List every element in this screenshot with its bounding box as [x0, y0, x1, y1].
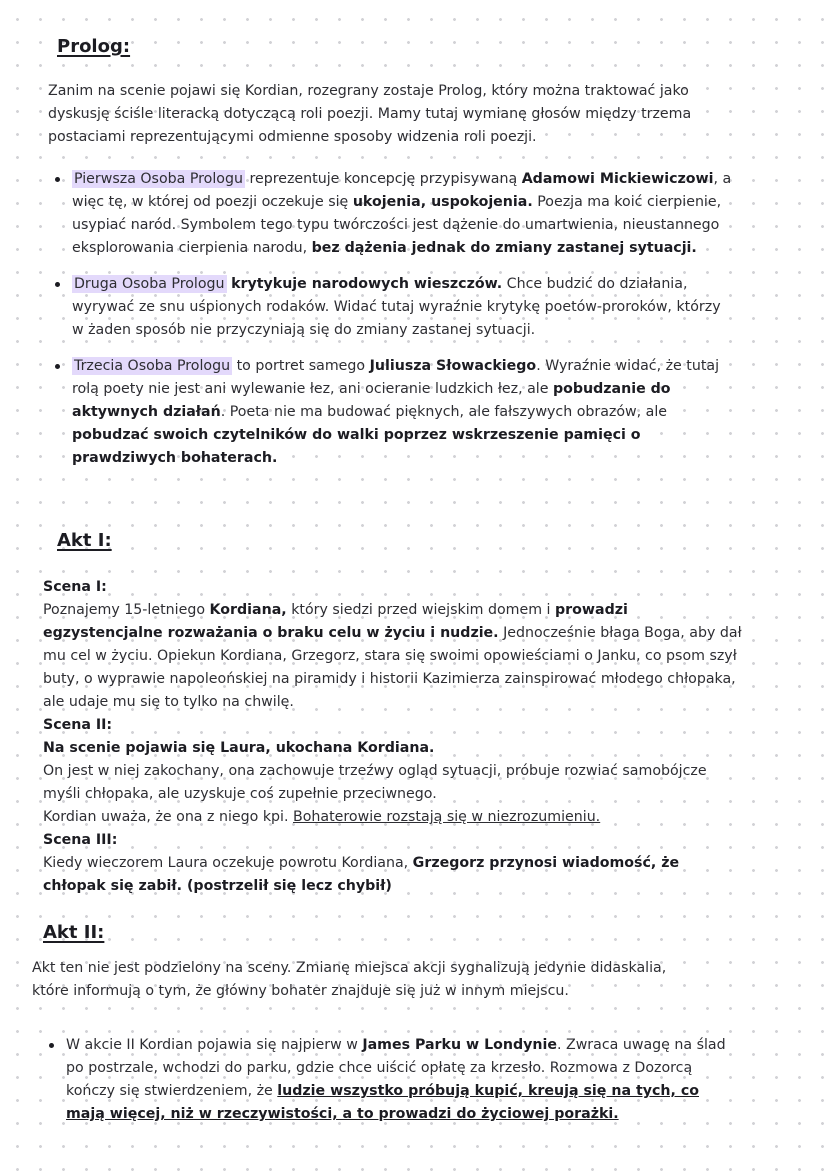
text-span: Kordian uważa, że ona z niego kpi. — [43, 809, 294, 825]
bold-span: Kordiana, — [209, 602, 287, 618]
text-span: który siedzi przed wiejskim domem i — [286, 602, 556, 618]
scene-3-text — [43, 852, 743, 898]
text-span: . Poeta nie ma budować pięknych, ale fałszywych obrazów, ale — [220, 404, 668, 420]
scene-label: Scena I: — [43, 579, 107, 595]
underlined-bold-span: ludzie wszystko próbują kupić, kreują się na tych, co mają więcej, niż w rzeczywistości, a to prowadzi do życiowej porażki. — [66, 1083, 699, 1122]
scene-2-text: On jest w niej zakochany, ona zachowuje trzeźwy ogląd sytuacji, próbuje rozwiać samobójcze myśli chłopaka, ale uzyskuje coś zupełnie przeciwnego. — [43, 763, 707, 802]
list-item — [66, 1034, 736, 1126]
akt2-intro: Akt ten nie jest podzielony na sceny. Zmianę miejsca akcji sygnalizują jedynie didaskalia, które informują o tym, że główny bohater znajduje się już w innym miejscu. — [32, 960, 667, 999]
bold-span: James Parku w Londynie — [362, 1037, 557, 1053]
prolog-intro: Zanim na scenie pojawi się Kordian, rozegrany zostaje Prolog, który można traktować jako dyskusję ściśle literacką dotyczącą roli poezji. Mamy tutaj wymianę głosów między trzema postaciami reprezentującymi odmienne sposoby widzenia roli poezji. — [48, 83, 692, 145]
akt1-heading: Akt I: — [57, 530, 112, 551]
scene-1-text — [43, 599, 743, 714]
bold-span: Grzegorz przynosi wiadomość, że chłopak się zabił. (postrzelił się lecz chybił) — [43, 855, 680, 894]
text-span: . Zwraca uwagę na ślad po postrzale, wchodzi do parku, gdzie chce uiścić opłatę za krzesło. Rozmowa z Dozorcą kończy się stwierdzeniem, że — [66, 1037, 726, 1099]
bold-span: Juliusza Słowackiego — [369, 358, 537, 374]
text-span: Kiedy wieczorem Laura oczekuje powrotu Kordiana, — [43, 855, 413, 871]
bold-span: prowadzi egzystencjalne rozważania o braku celu w życiu i nudzie. — [43, 602, 628, 641]
text-span: . Wyraźnie widać, że tutaj rolą poety nie jest ani wylewanie łez, ani ocieranie ludzkich łez, ale — [72, 358, 720, 397]
underlined-span: Bohaterowie rozstają się w niezrozumieniu. — [293, 809, 601, 825]
bold-span: Adamowi Mickiewiczowi — [521, 171, 714, 187]
akt2-list — [66, 1034, 736, 1126]
prolog-list — [72, 168, 732, 470]
highlight-term: Druga Osoba Prologu — [74, 276, 225, 292]
text-span: Poznajemy 15-letniego — [43, 602, 210, 618]
prolog-heading: Prolog: — [57, 36, 131, 57]
akt2-heading: Akt II: — [43, 922, 105, 943]
bold-span: krytykuje narodowych wieszczów. — [231, 276, 503, 292]
text-span: Jednocześnie błaga Boga, aby dał mu cel w życiu. Opiekun Kordiana, Grzegorz, stara się swoimi opowieściami o Janku, co psom szył buty, o wyprawie napoleońskiej na piramidy i historii Kazimierza zainspirować młodego chłopaka, ale udaje mu się to tylko na chwilę. — [43, 625, 742, 710]
bold-span: pobudzać swoich czytelników do walki poprzez wskrzeszenie pamięci o prawdziwych bohaterach. — [72, 427, 641, 466]
text-span: to portret samego — [232, 358, 370, 374]
list-item — [72, 273, 732, 342]
scene-2-text-2 — [43, 806, 743, 829]
bold-span: bez dążenia jednak do zmiany zastanej sytuacji. — [311, 240, 697, 256]
highlight-term: Trzecia Osoba Prologu — [74, 358, 231, 374]
text-span: , a więc tę, w której od poezji oczekuje się — [72, 171, 732, 210]
highlight-term: Pierwsza Osoba Prologu — [74, 171, 243, 187]
text-span: W akcie II Kordian pojawia się najpierw w — [66, 1037, 363, 1053]
akt1-body — [43, 576, 743, 898]
scene-label: Scena II: — [43, 717, 113, 733]
bold-span: pobudzanie do aktywnych działań — [72, 381, 671, 420]
text-span: Poezja ma koić cierpienie, usypiać naród. Symbolem tego typu twórczości jest dążenie do umartwienia, nieustannego eksplorowania cierpienia narodu, — [72, 194, 722, 256]
scene-2-lead: Na scenie pojawia się Laura, ukochana Kordiana. — [43, 740, 435, 756]
list-item — [72, 168, 732, 260]
text-span: reprezentuje koncepcję przypisywaną — [244, 171, 522, 187]
scene-label: Scena III: — [43, 832, 118, 848]
text-span: Chce budzić do działania, wyrywać ze snu uśpionych rodaków. Widać tutaj wyraźnie krytykę poetów-proroków, którzy w żaden sposób nie przyczyniają się do zmiany zastanej sytuacji. — [72, 276, 721, 338]
bold-span: ukojenia, uspokojenia. — [352, 194, 533, 210]
list-item — [72, 355, 732, 470]
